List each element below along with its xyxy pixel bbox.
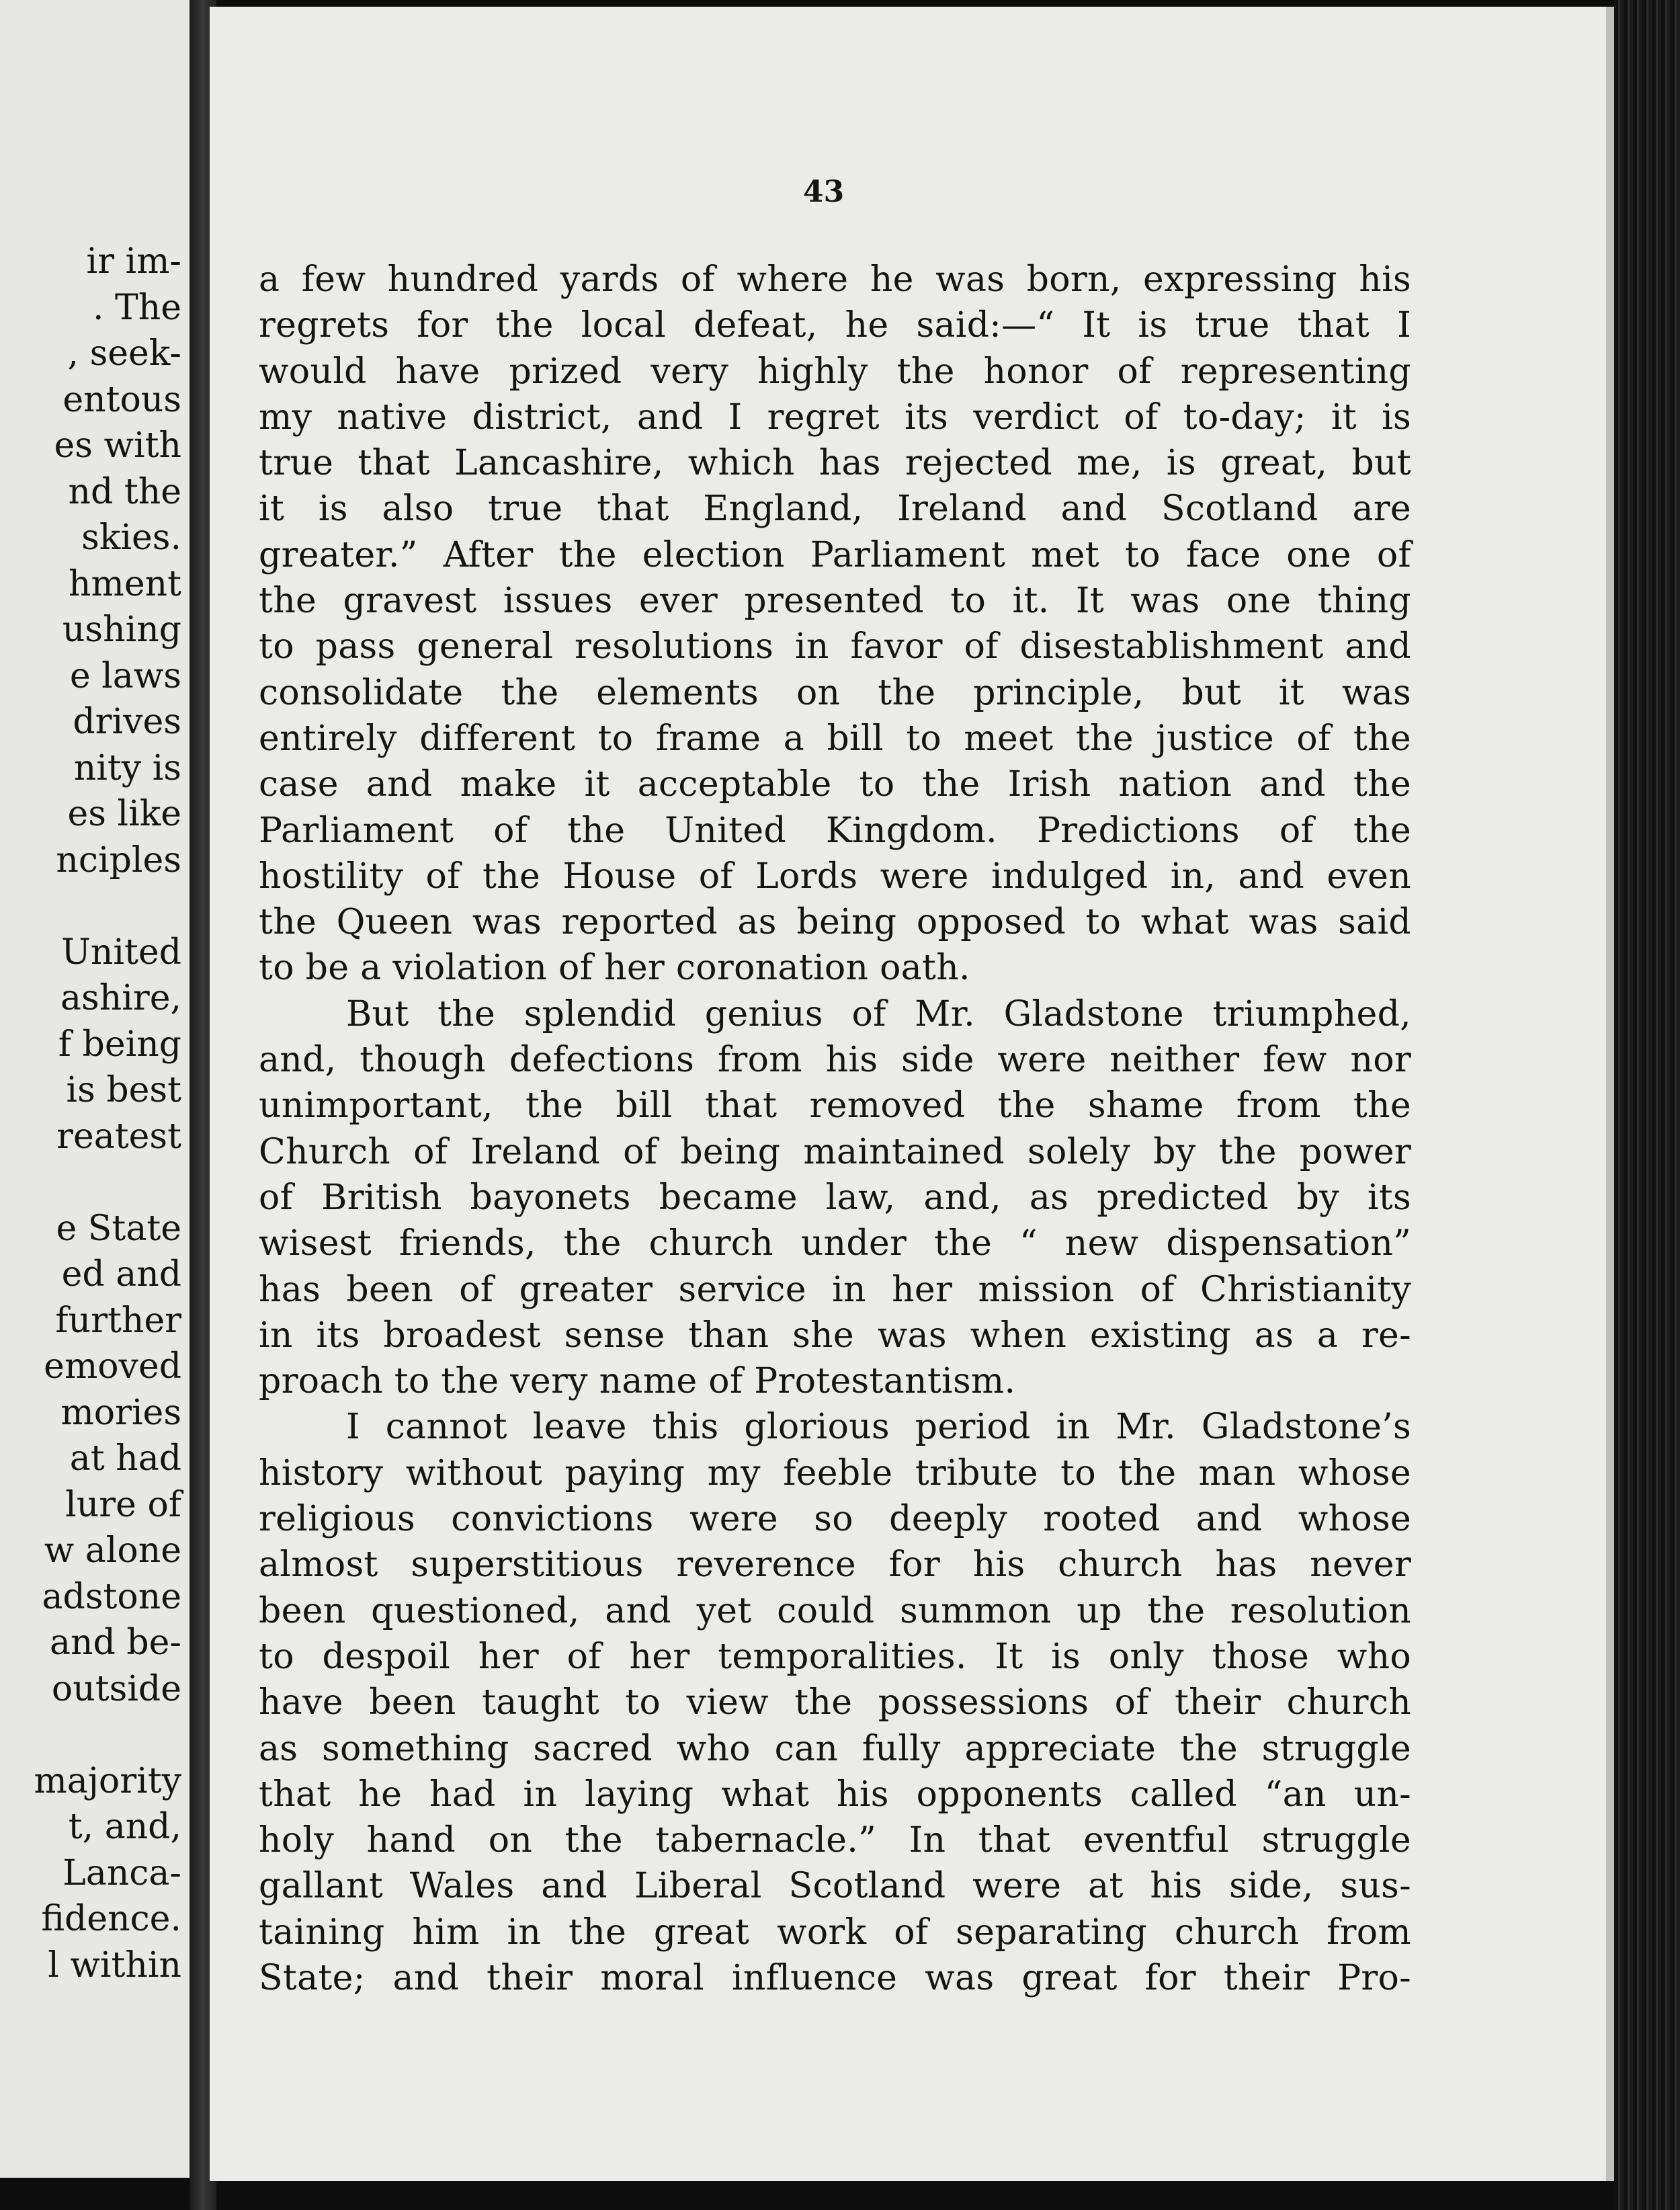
left-line: drives bbox=[73, 702, 181, 742]
text-line: to pass general resolutions in favor of disestablishment and bbox=[259, 626, 1411, 667]
text-line: But the splendid genius of Mr. Gladstone triumphed, bbox=[346, 993, 1411, 1034]
left-line: , seek- bbox=[67, 333, 181, 374]
left-line: United bbox=[61, 932, 181, 973]
left-line: l within bbox=[48, 1945, 181, 1986]
left-line: at had bbox=[69, 1438, 181, 1479]
left-page-text bbox=[34, 239, 181, 1988]
text-line: holy hand on the tabernacle.” In that eventful struggle bbox=[259, 1820, 1411, 1861]
text-line: consolidate the elements on the principle, but it was bbox=[259, 672, 1411, 713]
left-line: skies. bbox=[81, 518, 181, 558]
left-line: ashire, bbox=[60, 978, 181, 1018]
text-line: that he had in laying what his opponents called “an un- bbox=[259, 1774, 1411, 1815]
left-line: lure of bbox=[65, 1484, 181, 1525]
left-line: ir im- bbox=[86, 241, 181, 282]
left-line: ed and bbox=[61, 1254, 181, 1295]
text-line: my native district, and I regret its verdict of to-day; it is bbox=[259, 397, 1411, 438]
text-line: unimportant, the bill that removed the shame from the bbox=[259, 1086, 1411, 1127]
text-line: proach to the very name of Protestantism. bbox=[259, 1361, 1016, 1402]
text-line: has been of greater service in her mission of Christianity bbox=[259, 1269, 1411, 1310]
left-line bbox=[34, 1159, 181, 1206]
text-line: taining him in the great work of separating church from bbox=[259, 1912, 1411, 1953]
text-line: case and make it acceptable to the Irish nation and the bbox=[259, 764, 1411, 805]
text-line: to despoil her of her temporalities. It is only those who bbox=[259, 1636, 1411, 1677]
text-line: gallant Wales and Liberal Scotland were at his side, sus- bbox=[259, 1866, 1411, 1907]
text-line: entirely different to frame a bill to meet the justice of the bbox=[259, 718, 1411, 759]
text-line: to be a violation of her coronation oath. bbox=[259, 948, 970, 989]
left-line: outside bbox=[51, 1668, 181, 1709]
text-line: of British bayonets became law, and, as predicted by its bbox=[259, 1177, 1411, 1218]
text-line: religious convictions were so deeply rooted and whose bbox=[259, 1499, 1411, 1540]
text-line: the Queen was reported as being opposed to what was said bbox=[259, 902, 1411, 943]
text-line: Church of Ireland of being maintained solely by the power bbox=[259, 1131, 1411, 1172]
left-line: . The bbox=[92, 287, 181, 328]
text-line: regrets for the local defeat, he said:—“ It is true that I bbox=[259, 305, 1411, 346]
left-line: emoved bbox=[44, 1346, 181, 1387]
left-line: is best bbox=[66, 1070, 181, 1110]
book-page-edges bbox=[1614, 0, 1680, 2210]
text-line: history without paying my feeble tribute to the man whose bbox=[259, 1452, 1411, 1493]
left-line: mories bbox=[60, 1392, 181, 1433]
left-line: w alone bbox=[44, 1530, 181, 1571]
left-line: e laws bbox=[69, 655, 181, 696]
left-line: nd the bbox=[68, 471, 181, 512]
left-line: and be- bbox=[50, 1623, 181, 1663]
left-line: reatest bbox=[56, 1116, 181, 1157]
left-line: further bbox=[55, 1300, 181, 1341]
text-line: in its broadest sense than she was when existing as a re- bbox=[259, 1315, 1411, 1356]
text-line: wisest friends, the church under the “ new dispensation” bbox=[259, 1223, 1411, 1264]
left-line bbox=[34, 1712, 181, 1758]
left-line: majority bbox=[34, 1760, 181, 1801]
text-line: have been taught to view the possessions of their church bbox=[259, 1682, 1411, 1723]
left-line: e State bbox=[56, 1208, 181, 1249]
text-line: it is also true that England, Ireland and Scotland are bbox=[259, 489, 1411, 530]
text-line: State; and their moral influence was great for their Pro- bbox=[259, 1957, 1411, 1998]
text-line: greater.” After the election Parliament met to face one of bbox=[259, 534, 1411, 575]
text-line: almost superstitious reverence for his church has never bbox=[259, 1545, 1411, 1586]
left-line: nity is bbox=[73, 747, 181, 788]
left-facing-page bbox=[0, 0, 190, 2178]
left-line bbox=[34, 883, 181, 930]
left-line: Lanca- bbox=[62, 1852, 181, 1893]
text-line: and, though defections from his side were neither few nor bbox=[259, 1040, 1411, 1081]
text-line: been questioned, and yet could summon up the resolution bbox=[259, 1590, 1411, 1631]
left-line: entous bbox=[62, 379, 181, 420]
left-line: adstone bbox=[42, 1576, 181, 1617]
main-text bbox=[259, 257, 1411, 2001]
text-line: I cannot leave this glorious period in Mr. Gladstone’s bbox=[346, 1407, 1411, 1448]
page-number: 43 bbox=[803, 175, 845, 209]
left-line: ushing bbox=[62, 610, 181, 650]
left-line: fidence. bbox=[41, 1899, 181, 1939]
text-line: as something sacred who can fully appreciate the struggle bbox=[259, 1728, 1411, 1769]
left-line: f being bbox=[58, 1024, 181, 1065]
text-line: true that Lancashire, which has rejected me, is great, but bbox=[259, 443, 1411, 484]
text-line: would have prized very highly the honor of representing bbox=[259, 351, 1411, 392]
text-line: Parliament of the United Kingdom. Predictions of the bbox=[259, 810, 1411, 851]
left-line: nciples bbox=[56, 840, 181, 881]
left-line: es like bbox=[67, 794, 181, 834]
left-line: t, and, bbox=[68, 1807, 181, 1847]
text-line: a few hundred yards of where he was born, expressing his bbox=[259, 259, 1411, 300]
left-line: es with bbox=[54, 425, 181, 466]
text-line: hostility of the House of Lords were indulged in, and even bbox=[259, 856, 1411, 897]
text-line: the gravest issues ever presented to it. It was one thing bbox=[259, 581, 1411, 622]
left-line: hment bbox=[69, 563, 181, 604]
